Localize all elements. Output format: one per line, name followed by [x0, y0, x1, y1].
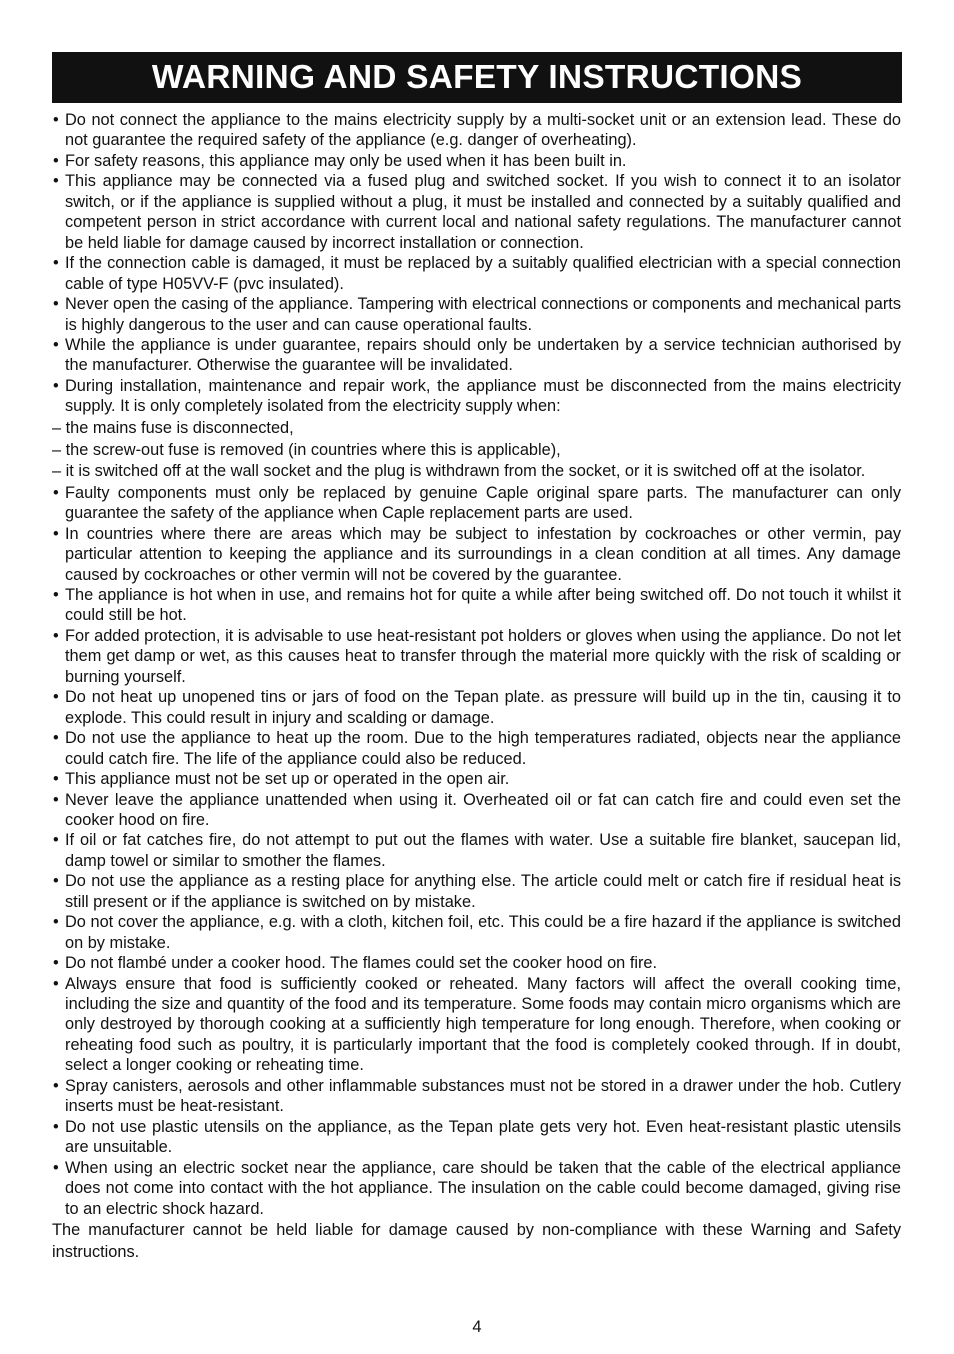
- dash-item: – it is switched off at the wall socket and the plug is withdrawn from the socket, or it is switched off at the isolator.: [52, 462, 866, 481]
- list-item: [52, 151, 901, 171]
- list-item: [52, 483, 901, 524]
- bullet-list-top: [52, 110, 901, 417]
- list-item: [52, 626, 901, 687]
- list-item: [52, 790, 901, 831]
- instructions-body: [52, 110, 901, 1263]
- list-item: [52, 253, 901, 294]
- list-item-text: If the connection cable is damaged, it must be replaced by a suitably qualified electrician with a special connection cable of type H05VV-F (pvc insulated).: [65, 254, 901, 293]
- list-item-text: Always ensure that food is sufficiently cooked or reheated. Many factors will affect the overall cooking time, including the size and quantity of the food and its temperature. Some foods may contain micro organisms which are only destroyed by thorough cooking at a sufficiently high temperature for long enough. Therefore, when cooking or reheating food such as poultry, it is particularly important that the food is completely cooked through. If in doubt, select a longer cooking or reheating time.: [65, 974, 901, 1075]
- list-item: [52, 830, 901, 871]
- bullet-icon: •: [53, 770, 59, 789]
- bullet-icon: •: [53, 831, 59, 850]
- list-item: [52, 871, 901, 912]
- list-item-text: This appliance must not be set up or operated in the open air.: [65, 770, 510, 789]
- dash-item: – the screw-out fuse is removed (in countries where this is applicable),: [52, 441, 561, 459]
- list-item: [52, 294, 901, 335]
- list-item: [52, 524, 901, 585]
- bullet-icon: •: [53, 524, 59, 543]
- bullet-icon: •: [53, 254, 59, 273]
- dash-list: [52, 417, 901, 483]
- list-item-text: When using an electric socket near the appliance, care should be taken that the cable of the electrical appliance does not come into contact with the hot appliance. The insulation on the cable could become damaged, giving rise to an electric shock hazard.: [65, 1158, 901, 1218]
- list-item: [52, 376, 901, 417]
- list-item-text: In countries where there are areas which may be subject to infestation by cockroaches or other vermin, pay particular attention to keeping the appliance and its surroundings in a clean condition at all times. Any damage caused by cockroaches or other vermin will not be covered by the guarantee.: [65, 524, 901, 584]
- bullet-icon: •: [53, 172, 59, 191]
- list-item-text: Spray canisters, aerosols and other inflammable substances must not be stored in a drawer under the hob. Cutlery inserts must be heat-resistant.: [65, 1076, 901, 1116]
- list-item: [52, 769, 901, 789]
- list-item: [52, 1076, 901, 1117]
- list-item-text: If oil or fat catches fire, do not attempt to put out the flames with water. Use a suitable fire blanket, saucepan lid, damp towel or similar to smother the flames.: [65, 831, 901, 870]
- list-item-text: Faulty components must only be replaced by genuine Caple original spare parts. The manufacturer can only guarantee the safety of the appliance when Caple replacement parts are used.: [65, 483, 901, 523]
- page-number: 4: [472, 1318, 482, 1336]
- bullet-icon: •: [53, 913, 59, 932]
- list-item-text: Do not use the appliance to heat up the room. Due to the high temperatures radiated, objects near the appliance could catch fire. The life of the appliance could also be reduced.: [65, 729, 901, 768]
- list-item-text: Do not use plastic utensils on the appliance, as the Tepan plate gets very hot. Even heat-resistant plastic utensils are unsuitable.: [65, 1117, 901, 1157]
- list-item-text: Do not use the appliance as a resting place for anything else. The article could melt or catch fire if residual heat is still present or if the appliance is switched on by mistake.: [65, 872, 901, 911]
- bullet-icon: •: [53, 729, 59, 748]
- list-item-text: Do not flambé under a cooker hood. The flames could set the cooker hood on fire.: [65, 954, 658, 973]
- dash-item: – the mains fuse is disconnected,: [52, 418, 294, 437]
- bullet-icon: •: [53, 626, 59, 645]
- bullet-icon: •: [53, 790, 59, 809]
- bullet-icon: •: [53, 954, 59, 973]
- list-item-text: During installation, maintenance and repair work, the appliance must be disconnected from the mains electricity supply. It is only completely isolated from the electricity supply when:: [65, 376, 901, 416]
- bullet-icon: •: [53, 111, 59, 129]
- list-item: [52, 585, 901, 626]
- list-item: [52, 1117, 901, 1158]
- bullet-icon: •: [53, 974, 59, 993]
- closing-statement: The manufacturer cannot be held liable for damage caused by non-compliance with these Warning and Safety instructions.: [52, 1221, 901, 1262]
- list-item: [52, 110, 901, 151]
- bullet-icon: •: [53, 376, 59, 395]
- list-item: [52, 687, 901, 728]
- bullet-icon: •: [53, 335, 59, 354]
- title-banner: [52, 52, 902, 103]
- list-item-text: This appliance may be connected via a fused plug and switched socket. If you wish to connect it to an isolator switch, or if the appliance is supplied without a plug, it must be installed and connected by a suitably qualified and competent person in strict accordance with current local and national safety regulations. The manufacturer cannot be held liable for damage caused by incorrect installation or connection.: [65, 172, 901, 252]
- list-item-text: Never open the casing of the appliance. Tampering with electrical connections or components and mechanical parts is highly dangerous to the user and can cause operational faults.: [65, 295, 901, 334]
- bullet-icon: •: [53, 483, 59, 502]
- list-item-text: For safety reasons, this appliance may only be used when it has been built in.: [65, 151, 627, 170]
- bullet-icon: •: [53, 872, 59, 891]
- bullet-icon: •: [53, 1158, 59, 1177]
- bullet-icon: •: [53, 1117, 59, 1136]
- bullet-icon: •: [53, 151, 59, 170]
- list-item-text: The appliance is hot when in use, and remains hot for quite a while after being switched off. Do not touch it whilst it could still be hot.: [65, 585, 901, 625]
- list-item-text: Do not cover the appliance, e.g. with a cloth, kitchen foil, etc. This could be a fire hazard if the appliance is switched on by mistake.: [65, 913, 901, 952]
- list-item: [52, 912, 901, 953]
- list-item: [52, 953, 901, 973]
- list-item: [52, 974, 901, 1076]
- bullet-list-bottom: [52, 483, 901, 1219]
- bullet-icon: •: [53, 1076, 59, 1095]
- bullet-icon: •: [53, 585, 59, 604]
- bullet-icon: •: [53, 688, 59, 707]
- list-item-text: Do not heat up unopened tins or jars of food on the Tepan plate. as pressure will build up in the tin, causing it to explode. This could result in injury and scalding or damage.: [65, 688, 901, 727]
- list-item-text: Do not connect the appliance to the mains electricity supply by a multi-socket unit or an extension lead. These do not guarantee the required safety of the appliance (e.g. danger of overheating).: [65, 111, 901, 150]
- bullet-icon: •: [53, 295, 59, 314]
- list-item-text: Never leave the appliance unattended when using it. Overheated oil or fat can catch fire and could even set the cooker hood on fire.: [65, 790, 901, 829]
- list-item: [52, 728, 901, 769]
- list-item-text: While the appliance is under guarantee, repairs should only be undertaken by a service technician authorised by the manufacturer. Otherwise the guarantee will be invalidated.: [65, 335, 901, 375]
- list-item-text: For added protection, it is advisable to use heat-resistant pot holders or gloves when using the appliance. Do not let them get damp or wet, as this causes heat to transfer through the material more quickly with the risk of scalding or burning yourself.: [65, 626, 901, 686]
- page-title: WARNING AND SAFETY INSTRUCTIONS: [151, 58, 803, 96]
- list-item: [52, 1158, 901, 1219]
- list-item: [52, 335, 901, 376]
- list-item: [52, 171, 901, 253]
